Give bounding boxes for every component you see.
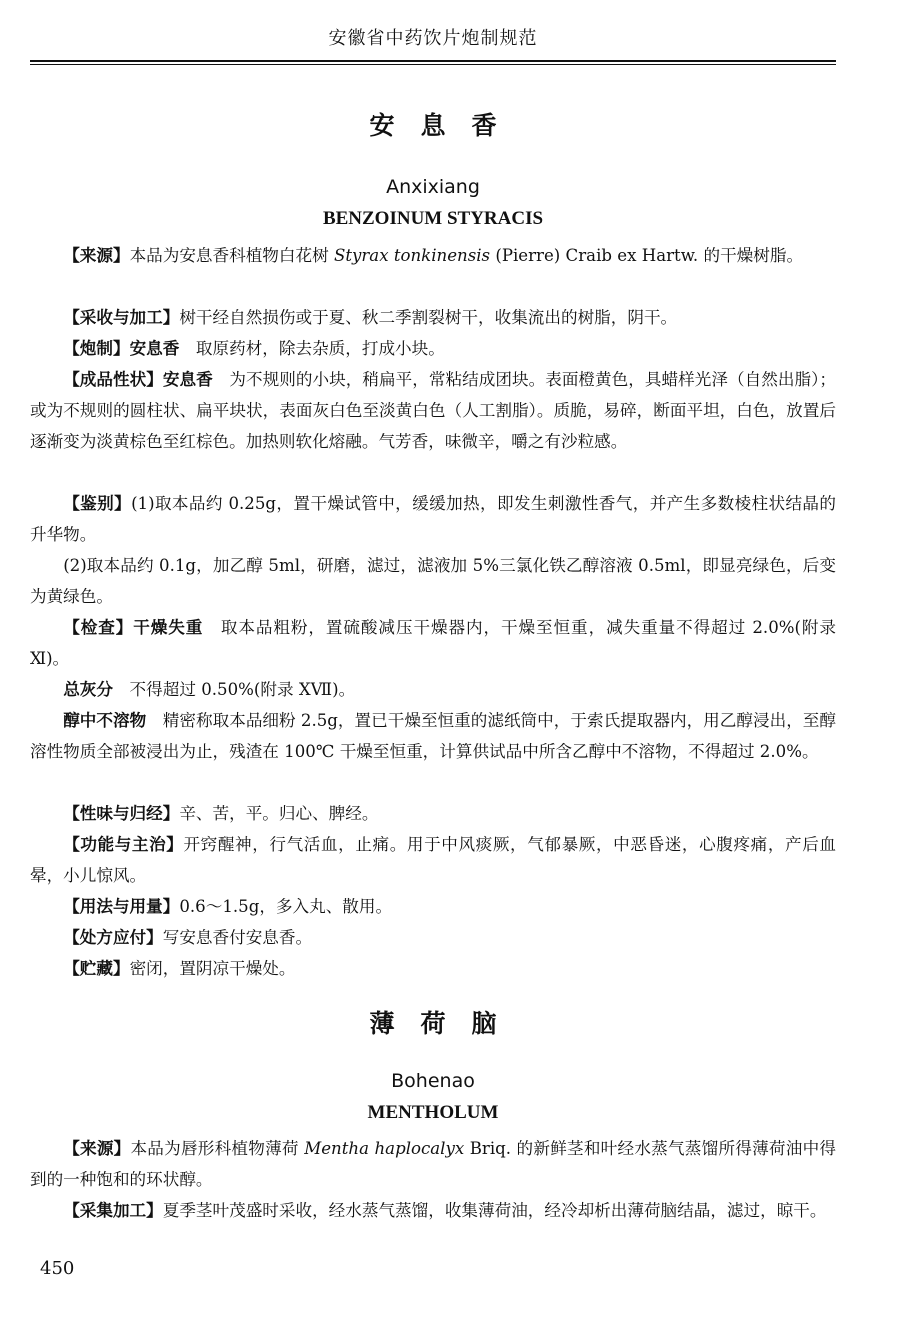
entry1-harvest bbox=[30, 302, 836, 333]
entry1-title: 安息香 bbox=[369, 111, 523, 140]
ash-text: 不得超过 0.50%(附录 ⅩⅦ)。 bbox=[112, 680, 356, 699]
entry1-inspection bbox=[30, 612, 836, 674]
entry1-pinyin: Anxixiang bbox=[386, 176, 480, 198]
ash-sub: 总灰分 bbox=[63, 680, 113, 699]
entry2-source-tag: 【来源】 bbox=[63, 1139, 131, 1158]
entry1-pinyin-block bbox=[30, 176, 836, 198]
dosage-tag: 【用法与用量】 bbox=[63, 897, 180, 916]
entry1-identification2 bbox=[30, 550, 836, 612]
prescription-text: 写安息香付安息香。 bbox=[162, 928, 313, 947]
processing-tag: 【炮制】 bbox=[63, 339, 130, 358]
entry2-source-pre: 本品为唇形科植物薄荷 bbox=[130, 1139, 305, 1158]
processing-sub: 安息香 bbox=[129, 339, 180, 358]
entry1-properties bbox=[30, 364, 836, 457]
insoluble-text: 精密称取本品细粉 2.5g，置已干燥至恒重的滤纸筒中，于索氏提取器内，用乙醇浸出，至醇溶性物质全部被浸出为止，残渣在 100℃ 干燥至恒重，计算供试品中所含乙醇中不溶物，不得超过 2.0%。 bbox=[30, 711, 836, 761]
entry1-latin-block bbox=[30, 208, 836, 230]
entry2-latin-block bbox=[30, 1102, 836, 1124]
harvest-tag: 【采收与加工】 bbox=[63, 308, 180, 327]
identification-tag: 【鉴别】 bbox=[63, 494, 132, 513]
insoluble-sub: 醇中不溶物 bbox=[63, 711, 147, 730]
dosage-text: 0.6～1.5g，多入丸、散用。 bbox=[179, 897, 393, 916]
entry1-insoluble bbox=[30, 705, 836, 767]
properties-sub: 安息香 bbox=[162, 370, 213, 389]
entry1-nature bbox=[30, 798, 836, 829]
harvest-text: 树干经自然损伤或于夏、秋二季割裂树干，收集流出的树脂，阴干。 bbox=[179, 308, 678, 327]
entry1-function bbox=[30, 829, 836, 891]
source-pre: 本品为安息香科植物白花树 bbox=[129, 246, 334, 265]
entry1-dosage bbox=[30, 891, 836, 922]
processing-text: 取原药材，除去杂质，打成小块。 bbox=[179, 339, 445, 358]
source-tag: 【来源】 bbox=[63, 246, 130, 265]
entry2-title: 薄荷脑 bbox=[369, 1009, 523, 1038]
identification-text: (1)取本品约 0.25g，置干燥试管中，缓缓加热，即发生刺激性香气，并产生多数棱柱状结晶的升华物。 bbox=[30, 494, 836, 544]
header-rule bbox=[30, 60, 836, 65]
running-header: 安徽省中药饮片炮制规范 bbox=[328, 28, 538, 49]
inspection-tag: 【检查】 bbox=[63, 618, 134, 637]
prescription-tag: 【处方应付】 bbox=[63, 928, 163, 947]
storage-text: 密闭，置阴凉干燥处。 bbox=[129, 959, 296, 978]
properties-tag: 【成品性状】 bbox=[63, 370, 163, 389]
entry1-prescription bbox=[30, 922, 836, 953]
storage-tag: 【贮藏】 bbox=[63, 959, 130, 978]
entry2-latin: MENTHOLUM bbox=[367, 1102, 499, 1123]
entry2-heading bbox=[30, 1004, 836, 1040]
inspection-text: 取本品粗粉，置硫酸减压干燥器内，干燥至恒重，减失重量不得超过 2.0%(附录 Ⅺ)。 bbox=[30, 618, 837, 668]
entry1-ash bbox=[30, 674, 836, 705]
function-text: 开窍醒神，行气活血，止痛。用于中风痰厥，气郁暴厥，中恶昏迷，心腹疼痛，产后血晕，小儿惊风。 bbox=[30, 835, 837, 885]
entry2-harvest-tag: 【采集加工】 bbox=[63, 1201, 163, 1220]
inspection-sub: 干燥失重 bbox=[133, 618, 204, 637]
nature-text: 辛、苦，平。归心、脾经。 bbox=[179, 804, 379, 823]
entry2-source-species: Mentha haplocalyx bbox=[304, 1139, 465, 1158]
entry1-source bbox=[30, 240, 836, 271]
entry1-heading bbox=[30, 106, 836, 142]
entry2-source bbox=[30, 1133, 836, 1195]
entry1-storage bbox=[30, 953, 836, 984]
entry1-latin: BENZOINUM STYRACIS bbox=[322, 208, 544, 229]
properties-text: 为不规则的小块，稍扁平，常粘结成团块。表面橙黄色，具蜡样光泽（自然出脂）；或为不规则的圆柱状、扁平块状，表面灰白色至淡黄白色（人工割脂）。质脆，易碎，断面平坦，白色，放置后逐渐变为淡黄棕色至红棕色。加热则软化熔融。气芳香，味微辛，嚼之有沙粒感。 bbox=[30, 370, 837, 451]
entry2-harvest bbox=[30, 1195, 836, 1226]
entry2-harvest-text: 夏季茎叶茂盛时采收，经水蒸气蒸馏，收集薄荷油，经冷却析出薄荷脑结晶，滤过，晾干。 bbox=[162, 1201, 827, 1220]
entry2-pinyin: Bohenao bbox=[391, 1070, 475, 1092]
entry1-processing bbox=[30, 333, 836, 364]
function-tag: 【功能与主治】 bbox=[63, 835, 184, 854]
entry1-identification bbox=[30, 488, 836, 550]
source-post: (Pierre) Craib ex Hartw. 的干燥树脂。 bbox=[490, 246, 804, 265]
nature-tag: 【性味与归经】 bbox=[63, 804, 180, 823]
identification2-text: (2)取本品约 0.1g，加乙醇 5ml，研磨，滤过，滤液加 5%三氯化铁乙醇溶液 0.5ml，即显亮绿色，后变为黄绿色。 bbox=[30, 556, 836, 606]
entry2-source-post: Briq. 的新鲜茎和叶经水蒸气蒸馏所得薄荷油中得到的一种饱和的环状醇。 bbox=[30, 1139, 836, 1189]
entry2-pinyin-block bbox=[30, 1070, 836, 1092]
source-species: Styrax tonkinensis bbox=[333, 246, 491, 265]
page-number: 450 bbox=[40, 1258, 75, 1279]
